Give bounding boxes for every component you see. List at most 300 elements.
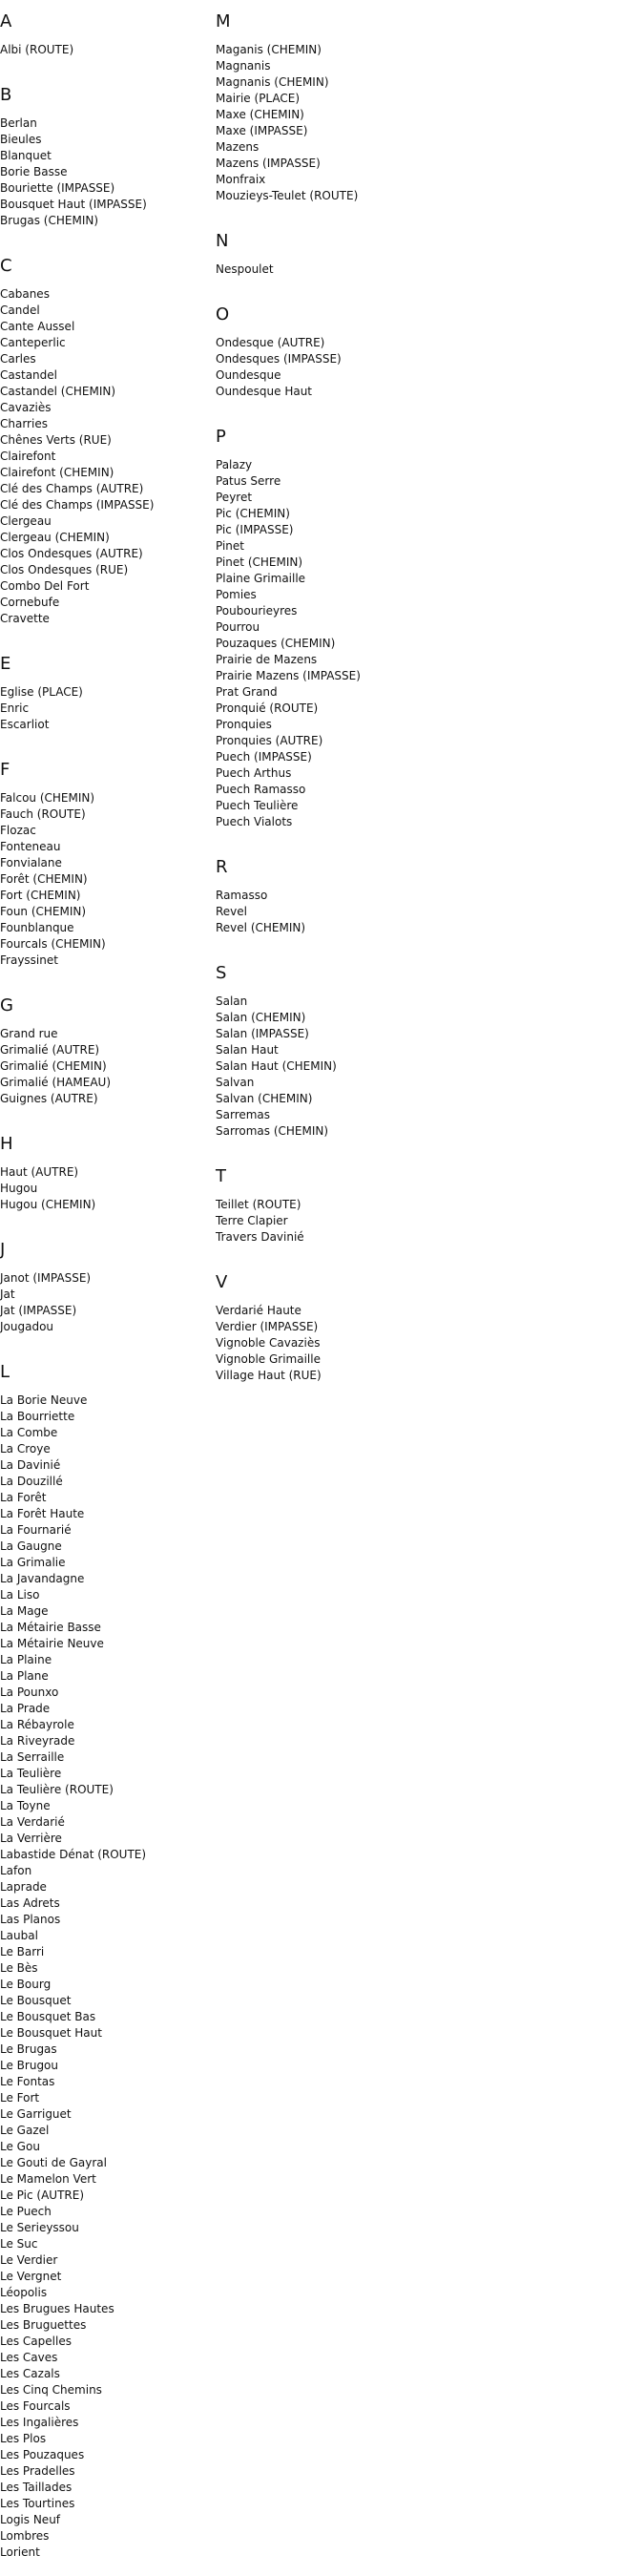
street-list-item (216, 367, 530, 384)
street-list-item (216, 1319, 530, 1335)
street-link[interactable]: Vignoble Cavaziès (216, 1336, 321, 1350)
street-list (216, 42, 530, 204)
street-list-item (216, 1368, 530, 1384)
street-link[interactable]: Maganis (CHEMIN) (216, 43, 322, 56)
street-link[interactable]: Cabanes (0, 287, 50, 301)
street-list-item (216, 473, 530, 490)
street-list-item (0, 530, 205, 546)
street-list-item (0, 2252, 205, 2269)
street-link[interactable]: La Verdarié (0, 1815, 65, 1829)
street-link[interactable]: Las Planos (0, 1913, 61, 1926)
street-link[interactable]: Laprade (0, 1880, 47, 1894)
street-link[interactable]: Le Verdier (0, 2253, 58, 2267)
street-list (216, 262, 530, 278)
street-link[interactable]: Pic (CHEMIN) (216, 507, 290, 520)
street-link[interactable]: Bouriette (IMPASSE) (0, 181, 115, 195)
street-list-item (0, 1181, 205, 1197)
street-link[interactable]: Las Adrets (0, 1896, 60, 1910)
street-list-item (0, 1409, 205, 1425)
street-link[interactable]: Brugas (CHEMIN) (0, 214, 99, 227)
section-letter-heading: G (0, 995, 13, 1016)
street-link[interactable]: La Javandagne (0, 1572, 85, 1585)
street-list-item (0, 2528, 205, 2545)
street-link[interactable]: Foun (CHEMIN) (0, 905, 87, 918)
street-link[interactable]: Les Cazals (0, 2367, 60, 2380)
street-link[interactable]: Oundesque Haut (216, 385, 313, 398)
street-link[interactable]: Le Gou (0, 2140, 40, 2153)
street-list (216, 888, 530, 936)
street-link[interactable]: Pronquies (216, 718, 272, 731)
street-link[interactable]: Le Puech (0, 2205, 52, 2218)
street-link[interactable]: Hugou (0, 1182, 38, 1195)
street-link[interactable]: Le Vergnet (0, 2270, 62, 2283)
street-link[interactable]: Le Garriguet (0, 2107, 72, 2121)
street-link[interactable]: La Teulière (ROUTE) (0, 1783, 114, 1796)
section-letter-heading: M (216, 11, 231, 31)
street-list-item (216, 123, 530, 139)
street-list-item (0, 2545, 205, 2561)
street-link[interactable]: Salan (CHEMIN) (216, 1011, 306, 1024)
street-list-item (0, 1270, 205, 1287)
street-link[interactable]: Les Pradelles (0, 2464, 75, 2478)
street-list-item (0, 1620, 205, 1636)
street-link[interactable]: La Gaugne (0, 1539, 62, 1553)
street-list (0, 42, 205, 58)
street-link[interactable]: La Fournarié (0, 1523, 72, 1537)
street-link[interactable]: Poubourieyres (216, 604, 298, 618)
street-link[interactable]: Les Taillades (0, 2481, 73, 2494)
street-link[interactable]: Borie Basse (0, 165, 68, 178)
street-link[interactable]: Prairie Mazens (IMPASSE) (216, 669, 361, 682)
street-link[interactable]: Lombres (0, 2529, 50, 2543)
street-link[interactable]: La Teulière (0, 1767, 62, 1780)
street-list-item (0, 286, 205, 303)
street-list-item (0, 1425, 205, 1441)
street-link[interactable]: Flozac (0, 824, 36, 837)
street-list-item (0, 1863, 205, 1879)
section-letter-heading: C (0, 256, 12, 276)
street-link[interactable]: Clergeau (0, 514, 52, 528)
street-list-item (216, 1229, 530, 1246)
letter-section-p (216, 427, 530, 846)
street-list-item (0, 595, 205, 611)
street-list-item (0, 1539, 205, 1555)
street-link[interactable]: Labastide Dénat (ROUTE) (0, 1848, 147, 1861)
street-list-item (216, 538, 530, 555)
street-link[interactable]: Cravette (0, 612, 50, 625)
street-link[interactable]: Les Plos (0, 2432, 47, 2445)
street-link[interactable]: Maxe (IMPASSE) (216, 124, 308, 137)
street-link[interactable]: Le Mamelon Vert (0, 2172, 96, 2186)
street-link[interactable]: Clé des Champs (AUTRE) (0, 482, 144, 495)
street-link[interactable]: Revel (CHEMIN) (216, 921, 306, 934)
street-link[interactable]: Grimalié (HAMEAU) (0, 1076, 111, 1089)
street-list-item (0, 953, 205, 969)
street-link[interactable]: Puech Arthus (216, 766, 292, 780)
street-list-item (216, 1213, 530, 1229)
street-link[interactable]: Puech (IMPASSE) (216, 750, 312, 764)
street-list-item (0, 888, 205, 904)
street-link[interactable]: Guignes (AUTRE) (0, 1092, 98, 1105)
street-link[interactable]: Pinet (CHEMIN) (216, 555, 303, 569)
street-link[interactable]: Clé des Champs (IMPASSE) (0, 498, 155, 512)
street-list-item (0, 1474, 205, 1490)
street-link[interactable]: Magnanis (CHEMIN) (216, 75, 329, 89)
street-link[interactable]: Le Pic (AUTRE) (0, 2189, 84, 2202)
street-link[interactable]: Les Caves (0, 2351, 58, 2364)
street-index-left-column (0, 0, 205, 2576)
street-list-item (0, 351, 205, 367)
street-list-item (0, 1685, 205, 1701)
street-list-item (0, 1814, 205, 1831)
street-list-item (216, 490, 530, 506)
street-list-item (0, 1798, 205, 1814)
street-link[interactable]: La Serraille (0, 1750, 65, 1764)
street-link[interactable]: Les Cinq Chemins (0, 2383, 102, 2397)
street-list-item (216, 765, 530, 782)
street-list-item (0, 1197, 205, 1213)
street-list-item (0, 2398, 205, 2415)
street-link[interactable]: Jat (IMPASSE) (0, 1304, 77, 1317)
street-link[interactable]: La Riveyrade (0, 1734, 75, 1748)
street-link[interactable]: Prat Grand (216, 685, 278, 699)
street-link[interactable]: Charries (0, 417, 48, 430)
street-list-item (216, 188, 530, 204)
street-link[interactable]: Ondesques (IMPASSE) (216, 352, 342, 366)
street-list-item (0, 1977, 205, 1993)
street-link[interactable]: Carles (0, 352, 36, 366)
street-link[interactable]: Sarromas (CHEMIN) (216, 1124, 329, 1138)
letter-section-c (0, 256, 205, 642)
street-list-item (216, 1075, 530, 1091)
street-list-item (216, 1058, 530, 1075)
street-link[interactable]: La Forêt Haute (0, 1507, 85, 1520)
street-link[interactable]: Jougadou (0, 1320, 54, 1333)
street-link[interactable]: Le Barri (0, 1945, 45, 1958)
street-link[interactable]: Le Gouti de Gayral (0, 2156, 107, 2169)
street-list-item (216, 1107, 530, 1123)
street-link[interactable]: La Liso (0, 1588, 40, 1602)
street-link[interactable]: Grand rue (0, 1027, 58, 1040)
street-link[interactable]: Lafon (0, 1864, 32, 1877)
street-link[interactable]: Fonteneau (0, 840, 61, 853)
street-list-item (216, 156, 530, 172)
letter-section-j (0, 1240, 205, 1351)
street-link[interactable]: Terre Clapier (216, 1214, 288, 1227)
street-link[interactable]: Les Ingalières (0, 2416, 79, 2429)
street-link[interactable]: La Métairie Basse (0, 1621, 101, 1634)
street-list-item (216, 1197, 530, 1213)
street-link[interactable]: La Borie Neuve (0, 1393, 88, 1407)
street-list-item (0, 2463, 205, 2480)
street-link[interactable]: Salan Haut (CHEMIN) (216, 1059, 337, 1073)
street-link[interactable]: Clergeau (CHEMIN) (0, 531, 110, 544)
street-link[interactable]: Escarliot (0, 718, 50, 731)
street-link[interactable]: Village Haut (RUE) (216, 1369, 322, 1382)
street-list-item (0, 2480, 205, 2496)
street-link[interactable]: Cornebufe (0, 596, 60, 609)
street-link[interactable]: Le Brugou (0, 2059, 59, 2072)
street-list-item (0, 823, 205, 839)
street-link[interactable]: La Pounxo (0, 1686, 59, 1699)
street-link[interactable]: La Davinié (0, 1458, 61, 1472)
street-list-item (0, 213, 205, 229)
letter-section-v (216, 1272, 530, 1399)
street-link[interactable]: La Verrière (0, 1832, 62, 1845)
street-list-item (216, 814, 530, 830)
street-link[interactable]: Fonvialane (0, 856, 62, 869)
street-link[interactable]: Founblanque (0, 921, 74, 934)
street-link[interactable]: Salan Haut (216, 1043, 279, 1057)
street-list-item (216, 172, 530, 188)
street-list-item (0, 904, 205, 920)
street-list-item (216, 522, 530, 538)
street-list-item (0, 367, 205, 384)
street-list-item (216, 1123, 530, 1140)
street-link[interactable]: Pronquies (AUTRE) (216, 734, 323, 747)
street-link[interactable]: Grimalié (AUTRE) (0, 1043, 100, 1057)
street-link[interactable]: Fauch (ROUTE) (0, 807, 86, 821)
letter-section-r (216, 857, 530, 952)
street-link[interactable]: Mazens (IMPASSE) (216, 157, 321, 170)
street-link[interactable]: Puech Vialots (216, 815, 293, 828)
street-list (216, 994, 530, 1140)
street-link[interactable]: Hugou (CHEMIN) (0, 1198, 96, 1211)
street-link[interactable]: La Toyne (0, 1799, 51, 1812)
street-link[interactable]: Enric (0, 702, 30, 715)
street-link[interactable]: Candel (0, 304, 40, 317)
street-list-item (0, 1733, 205, 1749)
street-link[interactable]: Salvan (CHEMIN) (216, 1092, 313, 1105)
street-link[interactable]: Lorient (0, 2545, 40, 2559)
street-link[interactable]: La Mage (0, 1604, 49, 1618)
street-list-item (0, 701, 205, 717)
street-link[interactable]: Patus Serre (216, 474, 281, 488)
street-link[interactable]: Le Fontas (0, 2075, 55, 2088)
street-list-item (216, 1042, 530, 1058)
letter-section-s (216, 963, 530, 1155)
street-list-item (216, 749, 530, 765)
street-link[interactable]: Chênes Verts (RUE) (0, 433, 112, 447)
street-link[interactable]: Pomies (216, 588, 257, 601)
street-link[interactable]: Les Bruguettes (0, 2318, 87, 2332)
street-link[interactable]: Revel (216, 905, 247, 918)
street-link[interactable]: Mazens (216, 140, 260, 154)
street-list-item (0, 2317, 205, 2334)
street-link[interactable]: Clos Ondesques (AUTRE) (0, 547, 143, 560)
street-link[interactable]: La Rébayrole (0, 1718, 74, 1731)
street-list-item (0, 1091, 205, 1107)
street-link[interactable]: Salan (216, 995, 248, 1008)
street-link[interactable]: La Douzillé (0, 1475, 63, 1488)
street-link[interactable]: Puech Teulière (216, 799, 299, 812)
street-list-item (0, 1287, 205, 1303)
street-list-item (0, 2171, 205, 2188)
street-link[interactable]: Pinet (216, 539, 244, 553)
street-link[interactable]: Le Suc (0, 2237, 38, 2251)
street-link[interactable]: Nespoulet (216, 262, 274, 276)
street-link[interactable]: La Bourriette (0, 1410, 75, 1423)
street-link[interactable]: La Plane (0, 1669, 49, 1683)
street-list-item (0, 1766, 205, 1782)
street-list-item (0, 384, 205, 400)
street-link[interactable]: Travers Davinié (216, 1230, 304, 1244)
street-link[interactable]: Les Capelles (0, 2335, 72, 2348)
street-link[interactable]: Le Bès (0, 1961, 38, 1975)
street-list (216, 1303, 530, 1384)
street-list-item (0, 1058, 205, 1075)
street-list-item (0, 2415, 205, 2431)
street-link[interactable]: Teillet (ROUTE) (216, 1198, 301, 1211)
street-link[interactable]: Le Serieyssou (0, 2221, 79, 2234)
street-link[interactable]: Pouzaques (CHEMIN) (216, 637, 336, 650)
street-list-item (0, 2220, 205, 2236)
street-link[interactable]: Grimalié (CHEMIN) (0, 1059, 107, 1073)
street-link[interactable]: Le Brugas (0, 2042, 57, 2056)
street-list-item (216, 1010, 530, 1026)
street-list-item (216, 684, 530, 701)
street-link[interactable]: Janot (IMPASSE) (0, 1271, 92, 1285)
street-link[interactable]: Salan (IMPASSE) (216, 1027, 309, 1040)
street-list-item (0, 1847, 205, 1863)
street-link[interactable]: Castandel (0, 368, 57, 382)
street-link[interactable]: Les Pouzaques (0, 2448, 85, 2461)
street-link[interactable]: Maxe (CHEMIN) (216, 108, 304, 121)
street-list-item (0, 319, 205, 335)
street-link[interactable]: Pic (IMPASSE) (216, 523, 294, 536)
street-link[interactable]: Les Tourtines (0, 2497, 75, 2510)
street-list-item (0, 871, 205, 888)
street-list-item (216, 798, 530, 814)
street-link[interactable]: Peyret (216, 491, 253, 504)
street-list-item (0, 2074, 205, 2090)
street-link[interactable]: La Grimalie (0, 1556, 66, 1569)
street-link[interactable]: La Forêt (0, 1491, 47, 1504)
street-link[interactable]: La Métairie Neuve (0, 1637, 104, 1650)
street-list-item (0, 790, 205, 806)
street-link[interactable]: Laubal (0, 1929, 38, 1942)
street-link[interactable]: Bieules (0, 133, 42, 146)
street-link[interactable]: Forêt (CHEMIN) (0, 872, 88, 886)
street-link[interactable]: Les Brugues Hautes (0, 2302, 114, 2315)
street-link[interactable]: Vignoble Grimaille (216, 1352, 321, 1366)
street-link[interactable]: Fourcals (CHEMIN) (0, 937, 106, 951)
street-link[interactable]: Albi (ROUTE) (0, 43, 74, 56)
street-link[interactable]: Puech Ramasso (216, 783, 306, 796)
street-link[interactable]: Le Gazel (0, 2124, 50, 2137)
street-link[interactable]: Les Fourcals (0, 2399, 71, 2413)
street-list-item (0, 2106, 205, 2123)
street-list (0, 286, 205, 627)
street-link[interactable]: Berlan (0, 116, 37, 130)
street-list-item (216, 619, 530, 636)
street-link[interactable]: Palazy (216, 458, 253, 471)
street-list-item (0, 855, 205, 871)
street-link[interactable]: Falcou (CHEMIN) (0, 791, 95, 805)
street-list-item (216, 58, 530, 74)
street-link[interactable]: Frayssinet (0, 953, 58, 967)
street-list-item (0, 2042, 205, 2058)
street-link[interactable]: Le Bousquet Bas (0, 2010, 96, 2023)
street-list-item (216, 782, 530, 798)
street-link[interactable]: Léopolis (0, 2286, 48, 2299)
street-link[interactable]: Clos Ondesques (RUE) (0, 563, 129, 576)
street-link[interactable]: Sarremas (216, 1108, 271, 1121)
street-list-item (0, 1831, 205, 1847)
street-link[interactable]: Prairie de Mazens (216, 653, 318, 666)
street-list-item (0, 481, 205, 497)
street-link[interactable]: Monfraix (216, 173, 266, 186)
street-link[interactable]: Clairefont (0, 450, 56, 463)
street-list-item (216, 636, 530, 652)
street-list-item (216, 717, 530, 733)
street-link[interactable]: Fort (CHEMIN) (0, 889, 81, 902)
street-link[interactable]: Mouzieys-Teulet (ROUTE) (216, 189, 359, 202)
street-list-item (0, 465, 205, 481)
street-link[interactable]: La Combe (0, 1426, 58, 1439)
street-link[interactable]: Plaine Grimaille (216, 572, 306, 585)
street-list-item (0, 2090, 205, 2106)
street-link[interactable]: Blanquet (0, 149, 52, 162)
street-link[interactable]: Le Bousquet Haut (0, 2026, 102, 2040)
street-link[interactable]: Verdier (IMPASSE) (216, 1320, 319, 1333)
street-link[interactable]: Cavaziès (0, 401, 52, 414)
street-link[interactable]: La Croye (0, 1442, 51, 1456)
section-letter-heading: H (0, 1134, 13, 1154)
street-list-item (216, 457, 530, 473)
street-link[interactable]: Jat (0, 1288, 15, 1301)
street-link[interactable]: Bousquet Haut (IMPASSE) (0, 198, 147, 211)
letter-section-e (0, 654, 205, 748)
street-list (216, 1197, 530, 1246)
street-link[interactable]: Le Bourg (0, 1978, 52, 1991)
street-link[interactable]: Salvan (216, 1076, 255, 1089)
street-list-item (0, 1441, 205, 1457)
section-letter-heading: J (0, 1240, 6, 1260)
street-link[interactable]: Ramasso (216, 889, 268, 902)
street-link[interactable]: Le Bousquet (0, 1994, 72, 2007)
street-list (0, 1393, 205, 2561)
street-link[interactable]: Verdarié Haute (216, 1304, 301, 1317)
street-link[interactable]: Pourrou (216, 620, 260, 634)
street-list-item (0, 2382, 205, 2398)
street-link[interactable]: Le Fort (0, 2091, 40, 2105)
street-list-item (0, 1506, 205, 1522)
street-link[interactable]: La Prade (0, 1702, 51, 1715)
street-link[interactable]: Oundesque (216, 368, 281, 382)
street-list-item (0, 1075, 205, 1091)
street-link[interactable]: Haut (AUTRE) (0, 1165, 79, 1179)
street-link[interactable]: Castandel (CHEMIN) (0, 385, 116, 398)
street-link[interactable]: Pronquié (ROUTE) (216, 702, 319, 715)
street-link[interactable]: Canteperlic (0, 336, 66, 349)
street-link[interactable]: Ondesque (AUTRE) (216, 336, 325, 349)
street-list-item (0, 2155, 205, 2171)
street-link[interactable]: La Plaine (0, 1653, 52, 1666)
street-link[interactable]: Logis Neuf (0, 2513, 61, 2526)
street-link[interactable]: Combo Del Fort (0, 579, 90, 593)
street-link[interactable]: Eglise (PLACE) (0, 685, 83, 699)
street-link[interactable]: Cante Aussel (0, 320, 75, 333)
street-list-item (0, 920, 205, 936)
street-link[interactable]: Magnanis (216, 59, 271, 73)
street-list-item (0, 1490, 205, 1506)
street-list-item (0, 2447, 205, 2463)
street-link[interactable]: Mairie (PLACE) (216, 92, 301, 105)
street-list-item (0, 303, 205, 319)
street-list-item (0, 197, 205, 213)
street-link[interactable]: Clairefont (CHEMIN) (0, 466, 114, 479)
